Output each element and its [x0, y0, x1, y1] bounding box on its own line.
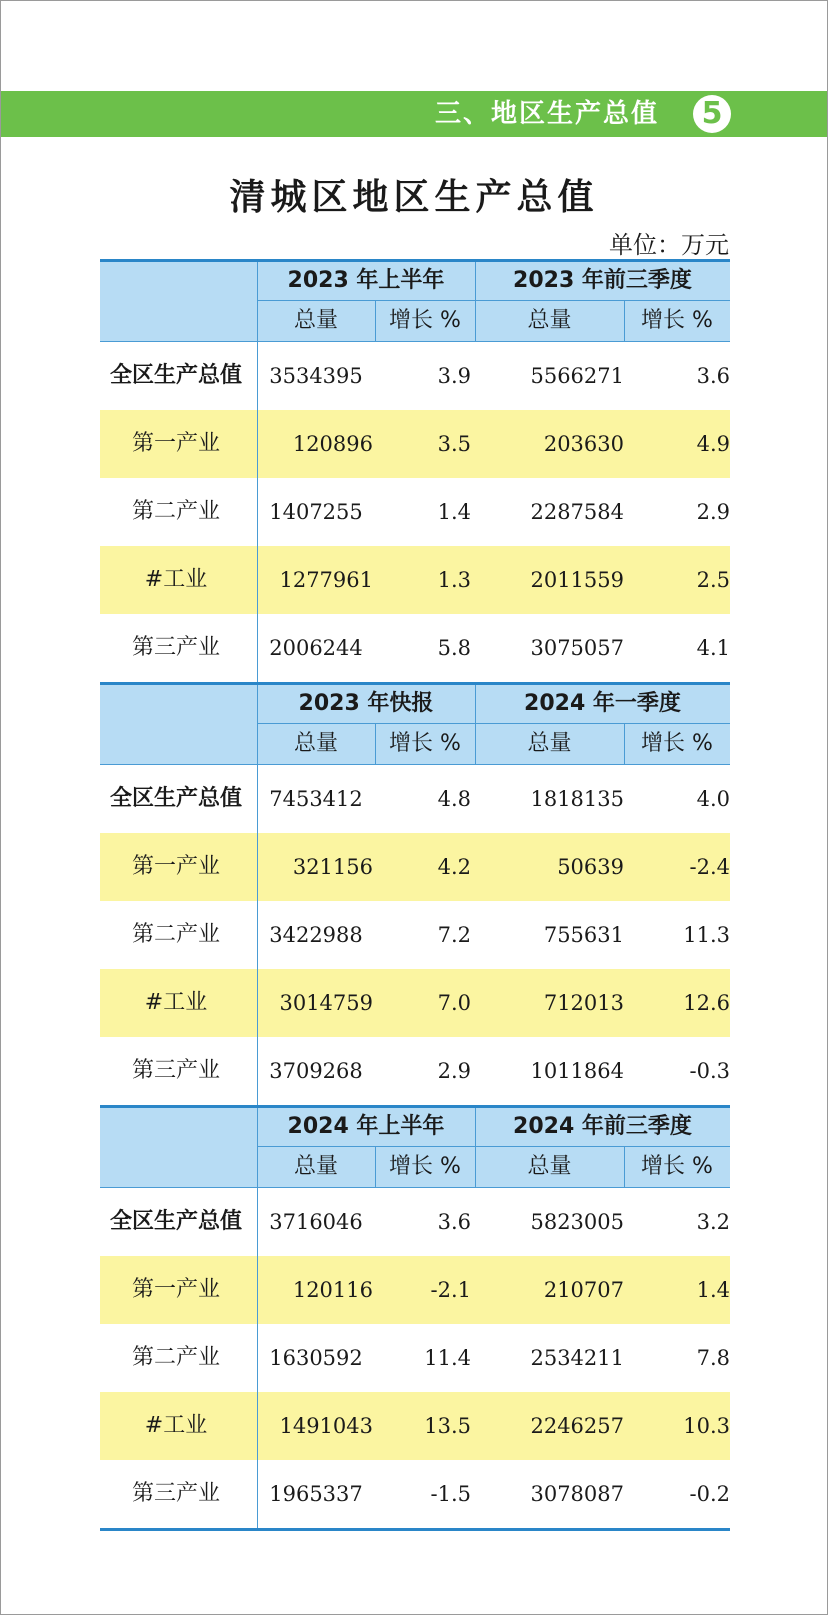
column-growth-b: 增长 % [641, 731, 713, 756]
period-a-heading: 2024 年上半年 [287, 1114, 445, 1139]
period-b-heading: 2024 年一季度 [524, 691, 681, 716]
period-a-heading: 2023 年快报 [298, 691, 434, 716]
cell-total-b: 1011864 [530, 1059, 624, 1083]
cell-growth-a: 3.9 [437, 364, 471, 388]
table-row [100, 969, 730, 1037]
row-label: #工业 [144, 990, 208, 1015]
table-row [100, 901, 730, 969]
table-row [100, 1256, 730, 1324]
cell-total-a: 1491043 [279, 1414, 373, 1438]
cell-total-a: 321156 [292, 855, 373, 879]
cell-growth-a: 2.9 [437, 1059, 471, 1083]
table-row [100, 1188, 730, 1256]
period-b-heading: 2023 年前三季度 [513, 268, 692, 293]
cell-growth-a: 1.4 [437, 500, 471, 524]
cell-total-a: 2006244 [269, 636, 363, 660]
table-row [100, 478, 730, 546]
cell-growth-b: 4.9 [696, 432, 730, 456]
cell-total-a: 3709268 [269, 1059, 363, 1083]
table-row [100, 765, 730, 833]
cell-growth-b: 10.3 [683, 1414, 730, 1438]
column-growth-b: 增长 % [641, 1154, 713, 1179]
cell-growth-b: 4.1 [696, 636, 730, 660]
column-total-b: 总量 [527, 731, 572, 756]
period-b-heading: 2024 年前三季度 [513, 1114, 692, 1139]
column-total-b: 总量 [527, 1154, 572, 1179]
table-row [100, 1324, 730, 1392]
cell-total-a: 1277961 [279, 568, 373, 592]
row-label: #工业 [144, 567, 208, 592]
section-banner [1, 91, 827, 137]
cell-total-a: 3422988 [269, 923, 363, 947]
cell-total-b: 50639 [557, 855, 624, 879]
table-row [100, 614, 730, 682]
cell-total-a: 1630592 [269, 1346, 363, 1370]
row-label: 第二产业 [131, 922, 220, 947]
cell-growth-a: 4.2 [437, 855, 471, 879]
cell-total-b: 755631 [543, 923, 624, 947]
cell-total-a: 120896 [292, 432, 373, 456]
cell-growth-a: 3.5 [437, 432, 471, 456]
period-a-heading: 2023 年上半年 [287, 268, 445, 293]
cell-growth-a: 1.3 [437, 568, 471, 592]
column-growth-a: 增长 % [389, 731, 461, 756]
cell-growth-b: 4.0 [696, 787, 730, 811]
table-row [100, 342, 730, 410]
cell-total-b: 2011559 [530, 568, 624, 592]
table-row [100, 1037, 730, 1105]
cell-growth-b: 11.3 [683, 923, 730, 947]
table-row [100, 1392, 730, 1460]
cell-growth-a: 7.0 [437, 991, 471, 1015]
row-label: 第一产业 [131, 854, 220, 879]
cell-total-b: 5566271 [530, 364, 624, 388]
cell-growth-b: -0.3 [689, 1059, 730, 1083]
cell-total-b: 2534211 [530, 1346, 624, 1370]
unit-label: 单位：万元 [609, 231, 729, 259]
cell-total-a: 3716046 [269, 1210, 363, 1234]
cell-growth-b: 2.5 [696, 568, 730, 592]
column-total-a: 总量 [293, 731, 338, 756]
block-header [100, 682, 730, 765]
cell-growth-b: 3.6 [696, 364, 730, 388]
cell-total-a: 1407255 [269, 500, 363, 524]
cell-growth-b: 1.4 [696, 1278, 730, 1302]
document-title: 清城区地区生产总值 [229, 177, 599, 218]
row-label: 第二产业 [131, 499, 220, 524]
column-growth-a: 增长 % [389, 1154, 461, 1179]
cell-total-b: 2246257 [530, 1414, 624, 1438]
page-number-badge: 5 [693, 95, 731, 133]
row-label: 全区生产总值 [109, 1209, 242, 1234]
cell-growth-b: 7.8 [696, 1346, 730, 1370]
cell-total-b: 3078087 [530, 1482, 624, 1506]
gdp-table [100, 259, 730, 1531]
column-total-a: 总量 [293, 308, 338, 333]
row-label: 全区生产总值 [109, 363, 242, 388]
cell-growth-a: 4.8 [437, 787, 471, 811]
column-growth-a: 增长 % [389, 308, 461, 333]
cell-growth-a: -1.5 [430, 1482, 471, 1506]
column-total-a: 总量 [293, 1154, 338, 1179]
cell-total-b: 5823005 [530, 1210, 624, 1234]
cell-total-a: 3014759 [279, 991, 373, 1015]
cell-total-b: 1818135 [530, 787, 624, 811]
section-title: 三、地区生产总值 [434, 99, 659, 129]
row-label: 第一产业 [131, 1277, 220, 1302]
cell-total-a: 120116 [292, 1278, 373, 1302]
block-header [100, 1105, 730, 1188]
cell-total-a: 1965337 [269, 1482, 363, 1506]
row-label: 第二产业 [131, 1345, 220, 1370]
cell-growth-b: 2.9 [696, 500, 730, 524]
cell-growth-a: 7.2 [437, 923, 471, 947]
cell-growth-a: -2.1 [430, 1278, 471, 1302]
cell-total-b: 2287584 [530, 500, 624, 524]
cell-growth-b: 3.2 [696, 1210, 730, 1234]
row-label: 第三产业 [131, 635, 220, 660]
cell-growth-a: 3.6 [437, 1210, 471, 1234]
cell-total-b: 712013 [543, 991, 624, 1015]
row-label: 第三产业 [131, 1481, 220, 1506]
column-total-b: 总量 [527, 308, 572, 333]
cell-total-a: 3534395 [269, 364, 363, 388]
table-row [100, 1460, 730, 1528]
row-label: #工业 [144, 1413, 208, 1438]
row-label: 第一产业 [131, 431, 220, 456]
cell-total-a: 7453412 [269, 787, 363, 811]
cell-growth-b: 12.6 [683, 991, 730, 1015]
cell-total-b: 3075057 [530, 636, 624, 660]
cell-total-b: 210707 [543, 1278, 624, 1302]
cell-total-b: 203630 [543, 432, 624, 456]
cell-growth-b: -0.2 [689, 1482, 730, 1506]
row-label: 第三产业 [131, 1058, 220, 1083]
cell-growth-a: 5.8 [437, 636, 471, 660]
cell-growth-a: 11.4 [424, 1346, 471, 1370]
table-row [100, 833, 730, 901]
table-row [100, 546, 730, 614]
block-header [100, 259, 730, 342]
column-growth-b: 增长 % [641, 308, 713, 333]
cell-growth-b: -2.4 [689, 855, 730, 879]
cell-growth-a: 13.5 [424, 1414, 471, 1438]
table-row [100, 410, 730, 478]
row-label: 全区生产总值 [109, 786, 242, 811]
